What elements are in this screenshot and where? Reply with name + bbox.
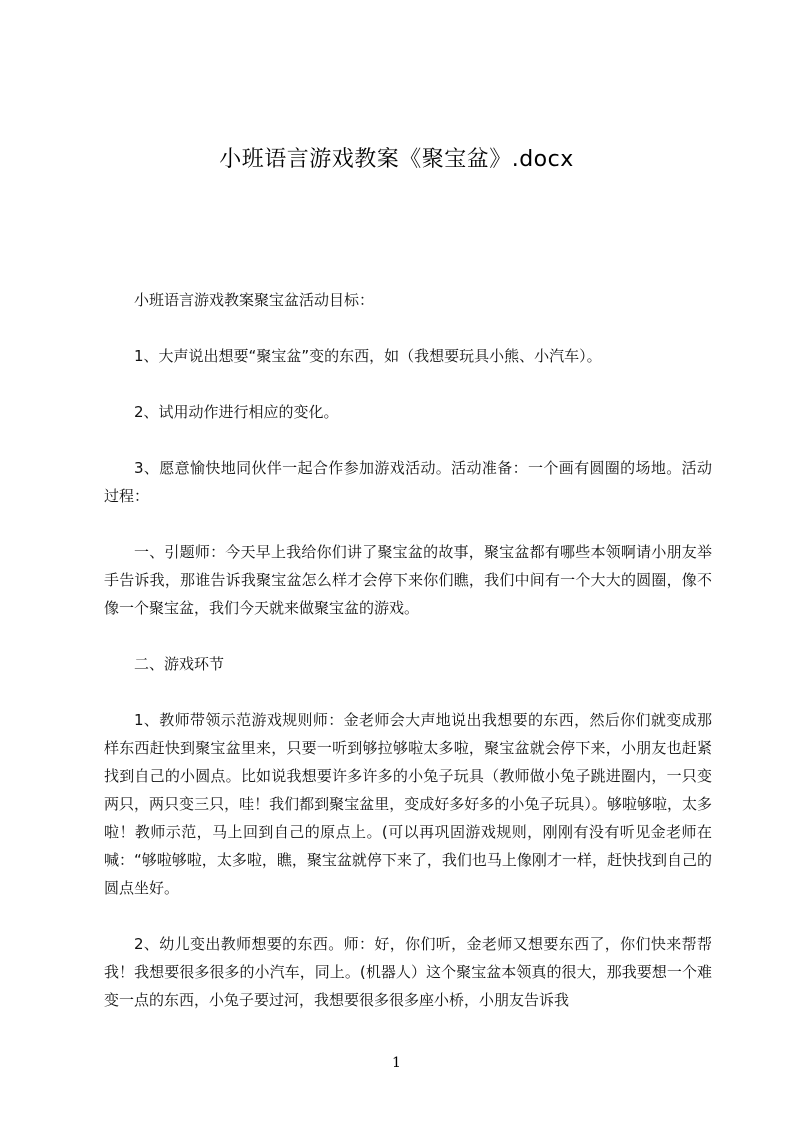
document-title: 小班语言游戏教案《聚宝盆》.docx bbox=[219, 147, 574, 172]
paragraph-game-step-1: 1、教师带领示范游戏规则师：金老师会大声地说出我想要的东西，然后你们就变成那样东西赶快到聚宝盆里来，只要一听到够拉够啦太多啦，聚宝盆就会停下来，小朋友也赶紧找到自己的小圆点。比如说我想要许多许多的小兔子玩具（教师做小兔子跳进圈内，一只变两只，两只变三只，哇！我们都到聚宝盆里，变成好多好多的小兔子玩具）。够啦够啦，太多啦！教师示范，马上回到自己的原点上。(可以再巩固游戏规则，刚刚有没有听见金老师在喊：“够啦够啦，太多啦，瞧，聚宝盆就停下来了，我们也马上像刚才一样，赶快找到自己的圆点坐好。 bbox=[104, 711, 712, 897]
paragraph-objective-3: 3、愿意愉快地同伙伴一起合作参加游戏活动。活动准备：一个画有圆圈的场地。活动过程： bbox=[104, 459, 712, 505]
paragraph-objectives-heading: 小班语言游戏教案聚宝盆活动目标： bbox=[134, 291, 375, 309]
paragraph-objective-2: 2、试用动作进行相应的变化。 bbox=[134, 403, 339, 421]
document-body bbox=[104, 286, 712, 1042]
page-number: 1 bbox=[392, 1055, 401, 1071]
paragraph-objective-1: 1、大声说出想要“聚宝盆”变的东西，如（我想要玩具小熊、小汽车）。 bbox=[134, 347, 602, 365]
paragraph-intro: 一、引题师：今天早上我给你们讲了聚宝盆的故事，聚宝盆都有哪些本领啊请小朋友举手告诉我，那谁告诉我聚宝盆怎么样才会停下来你们瞧，我们中间有一个大大的圆圈，像不像一个聚宝盆，我们今天就来做聚宝盆的游戏。 bbox=[104, 543, 712, 617]
paragraph-game-step-2: 2、幼儿变出教师想要的东西。师：好，你们听，金老师又想要东西了，你们快来帮帮我！我想要很多很多的小汽车，同上。(机器人）这个聚宝盆本领真的很大，那我要想一个难变一点的东西，小兔子要过河，我想要很多很多座小桥，小朋友告诉我 bbox=[104, 935, 712, 1009]
paragraph-game-section-heading: 二、游戏环节 bbox=[134, 655, 225, 673]
